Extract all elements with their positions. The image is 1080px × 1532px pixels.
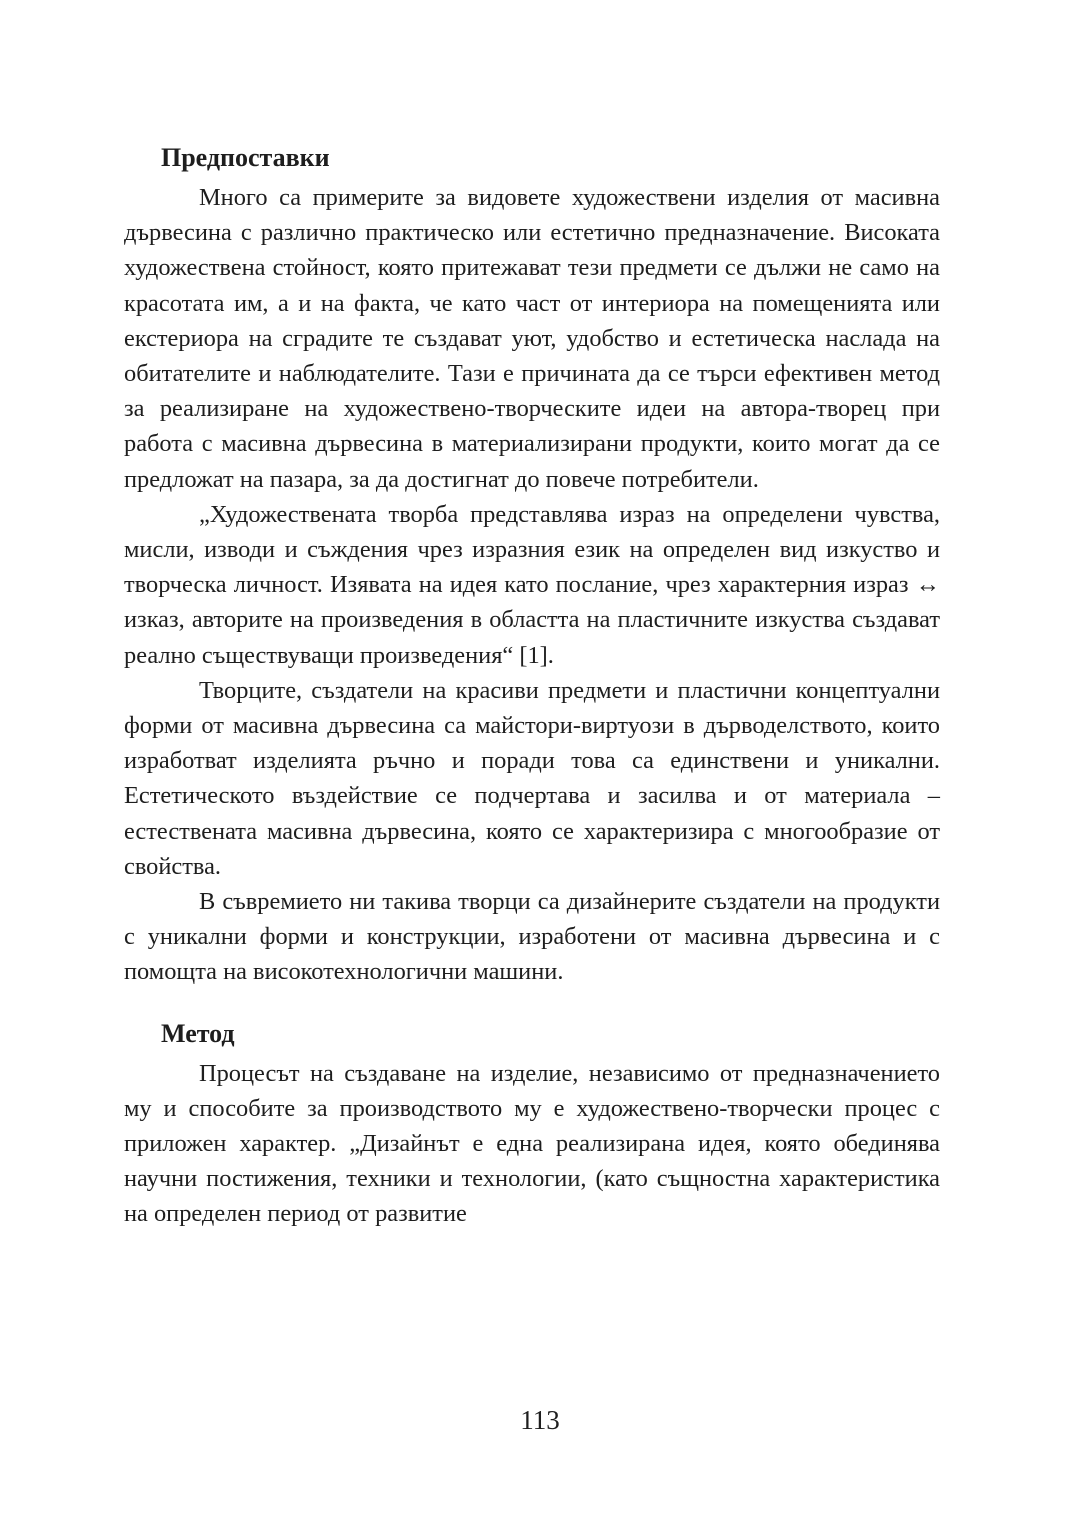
paragraph-prerequisites-3: Творците, създатели на красиви предмети и пластични концептуални форми от масивна дървесина са майстори-виртуози в дърводелството, които изработват изделията ръчно и поради това са единствени и уникални. Естетическото въздействие се подчертава и засилва и от материала – естествената масивна дървесина, която се характеризира с многообразие от свойства. — [124, 676, 940, 880]
paragraph-prerequisites-2: „Художествената творба представлява израз на определени чувства, мисли, изводи и съждения чрез изразния език на определен вид изкуство и творческа личност. Изявата на идея като послание, чрез характерния израз ↔ изказ, авторите на произведения в областта на пластичните изкуства създават реално съществуващи произведения“ [1]. — [124, 500, 940, 669]
paragraph-method-1: Процесът на създаване на изделие, независимо от предназначението му и способите за производството му е художествено-творчески процес с приложен характер. „Дизайнът е една реализирана идея, която обединява научни постижения, техники и технологии, (като същностна характеристика на определен период от развитие — [124, 1059, 940, 1228]
page-number: 113 — [520, 1405, 560, 1435]
paragraph-prerequisites-1: Много са примерите за видовете художествени изделия от масивна дървесина с различно практическо или естетично предназначение. Високата художествена стойност, която притежават тези предмети се дължи не само на красотата им, а и на факта, че като част от интериора на помещенията или екстериора на сградите те създават уют, удобство и естетическа наслада на обитателите и наблюдателите. Тази е причината да се търси ефективен метод за реализиране на художествено-творческите идеи на автора-творец при работа с масивна дървесина в материализирани продукти, които могат да се предложат на пазара, за да достигнат до повече потребители. — [124, 184, 940, 493]
paragraph-prerequisites-4: В съвремието ни такива творци са дизайнерите създатели на продукти с уникални форми и конструкции, изработени от масивна дървесина и с помощта на високотехнологични машини. — [124, 888, 940, 986]
section-heading-method: Метод — [161, 1018, 235, 1048]
page-content — [124, 140, 940, 1232]
section-heading-prerequisites: Предпоставки — [161, 143, 330, 172]
